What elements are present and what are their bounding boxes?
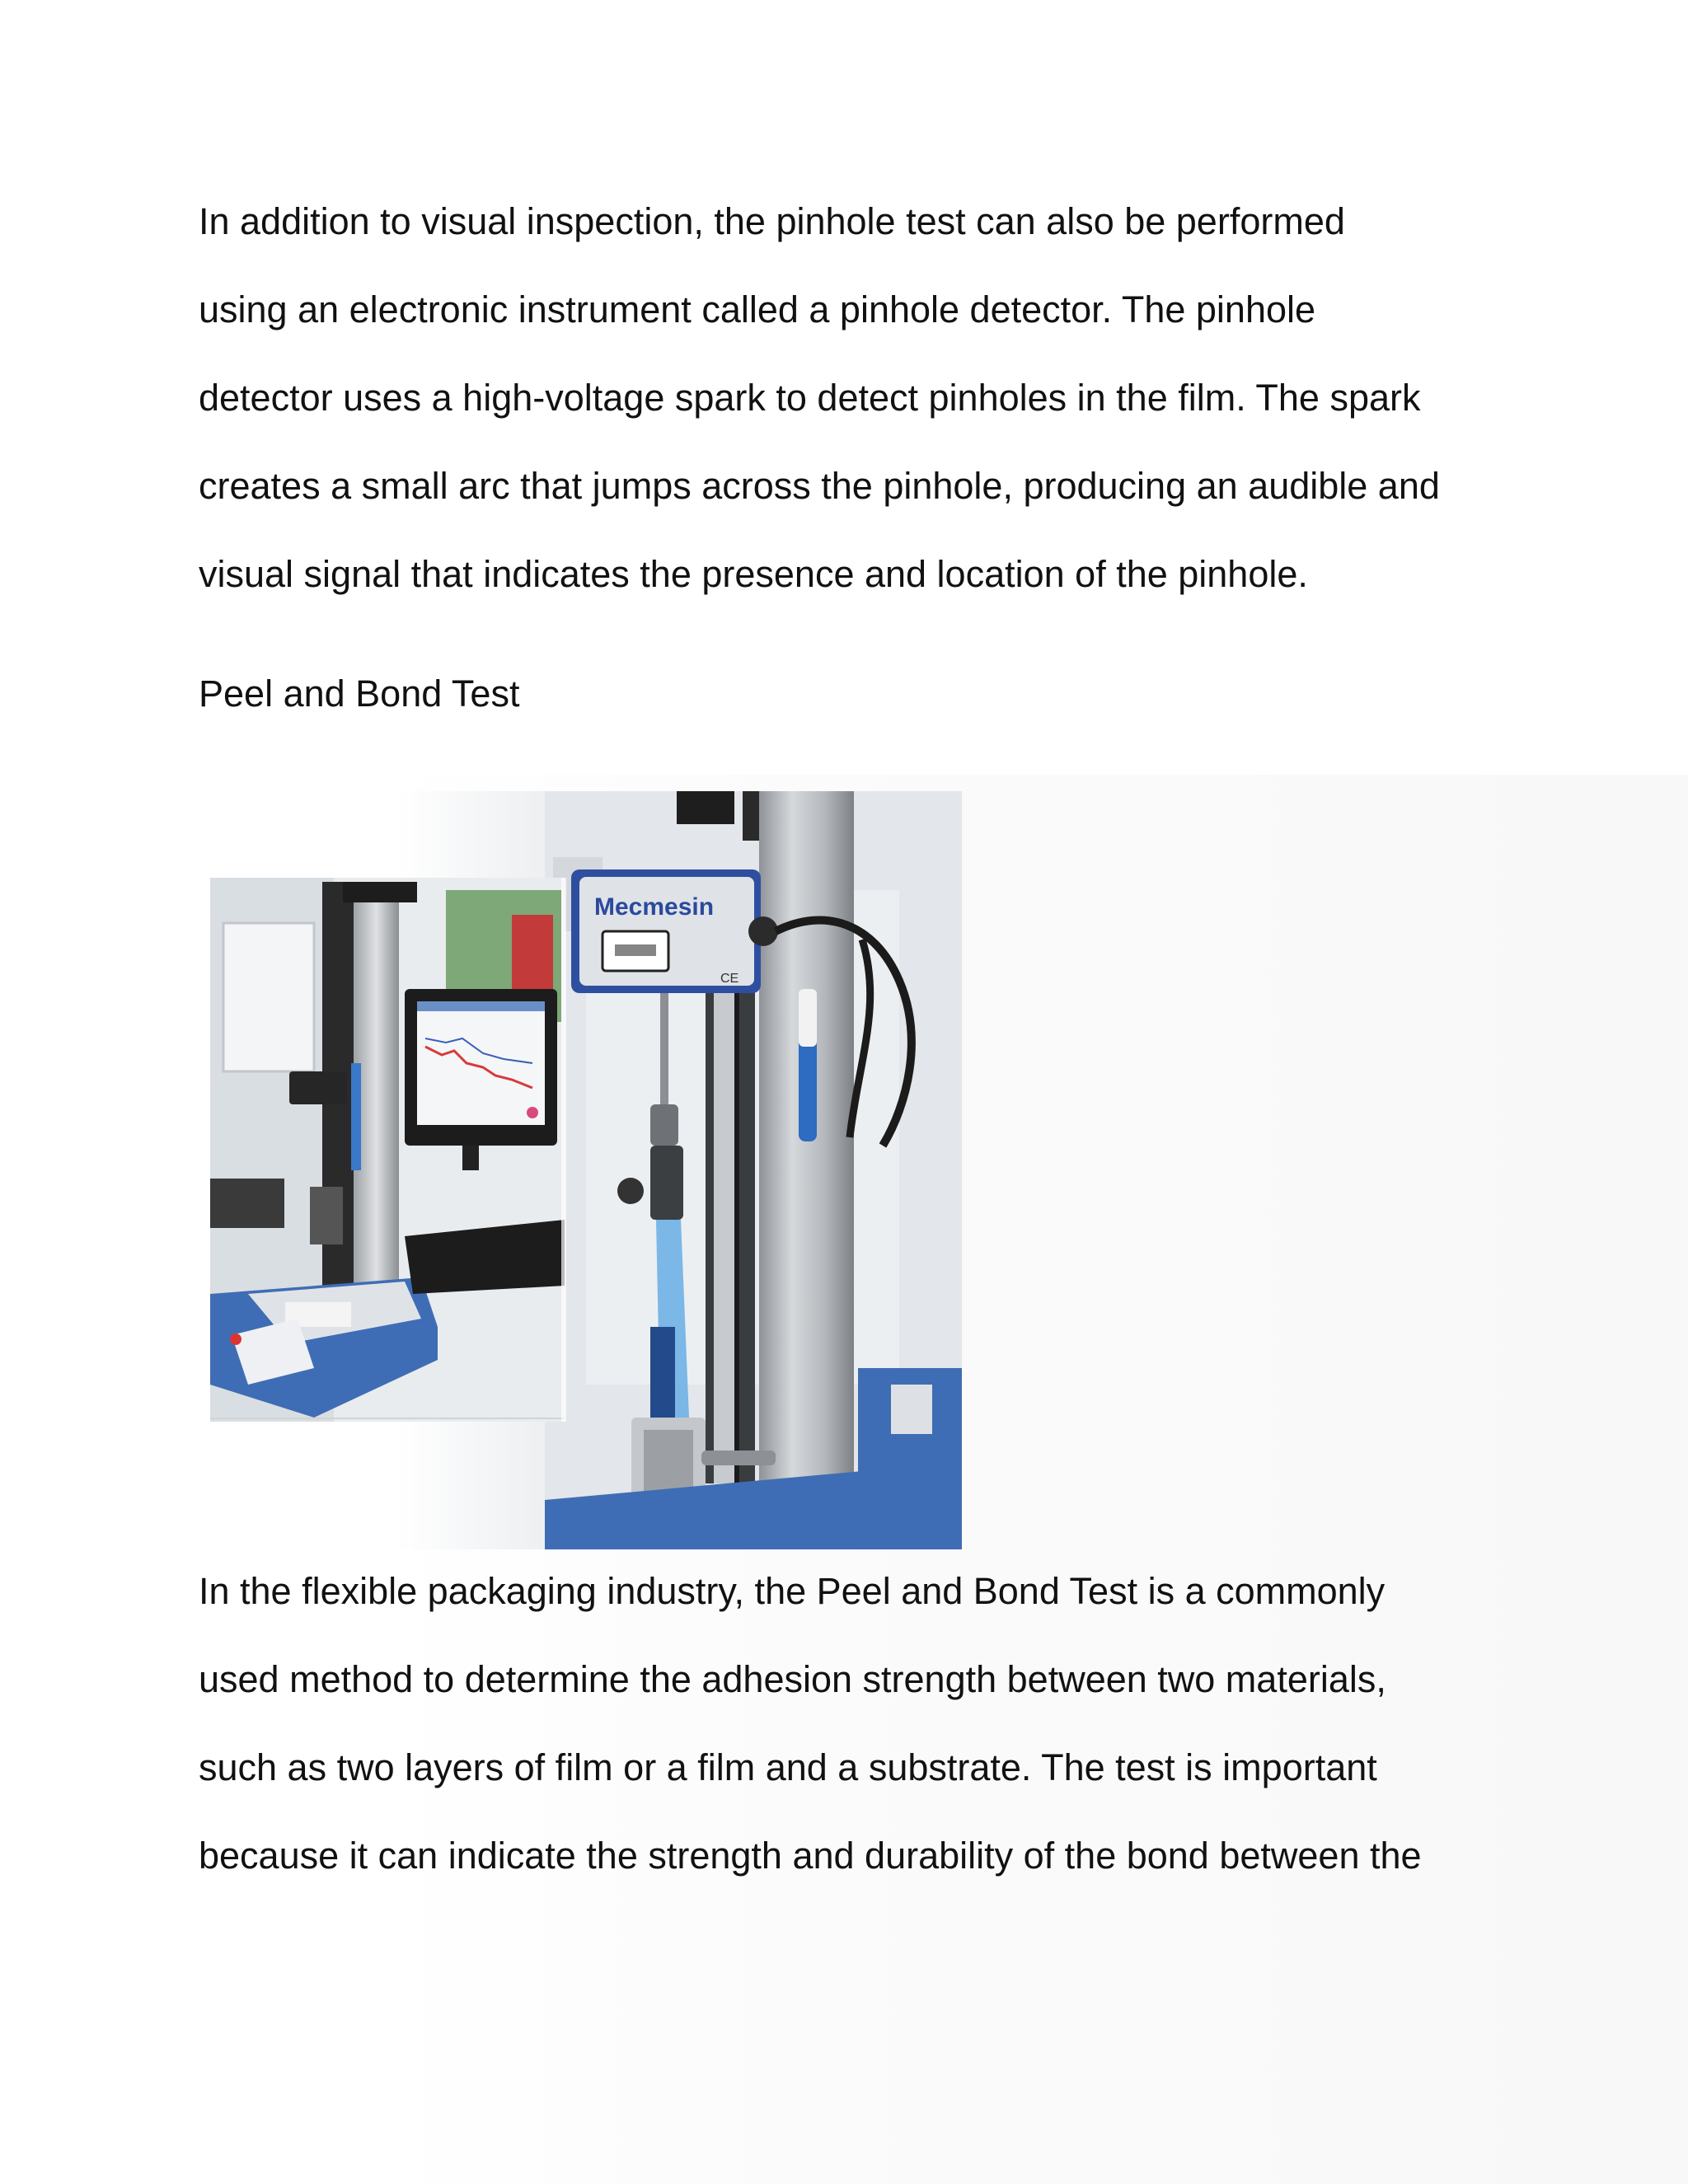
paragraph-line: used method to determine the adhesion strength between two materials, — [199, 1658, 1386, 1700]
paragraph-line: In the flexible packaging industry, the Peel and Bond Test is a commonly — [199, 1570, 1386, 1612]
paragraph-line: In addition to visual inspection, the pinhole test can also be performed — [199, 200, 1345, 242]
body-paragraph-pinhole — [199, 177, 1517, 618]
test-column — [759, 791, 854, 1549]
paragraph-line: creates a small arc that jumps across the pinhole, producing an audible and — [199, 465, 1440, 507]
peel-test-machine-photo — [199, 791, 962, 1549]
brand-label: Mecmesin — [594, 893, 715, 921]
section-heading: Peel and Bond Test — [199, 673, 520, 715]
body-paragraph-peel-bond — [199, 1547, 1517, 1900]
ce-mark: CE — [720, 972, 739, 986]
paragraph-line: visual signal that indicates the presence and location of the pinhole. — [199, 553, 1308, 595]
paragraph-line: using an electronic instrument called a pinhole detector. The pinhole — [199, 288, 1316, 330]
paragraph-line: because it can indicate the strength and durability of the bond between the — [199, 1835, 1422, 1877]
paragraph-line: such as two layers of film or a film and a substrate. The test is important — [199, 1746, 1377, 1788]
paragraph-line: detector uses a high-voltage spark to detect pinholes in the film. The spark — [199, 377, 1421, 419]
